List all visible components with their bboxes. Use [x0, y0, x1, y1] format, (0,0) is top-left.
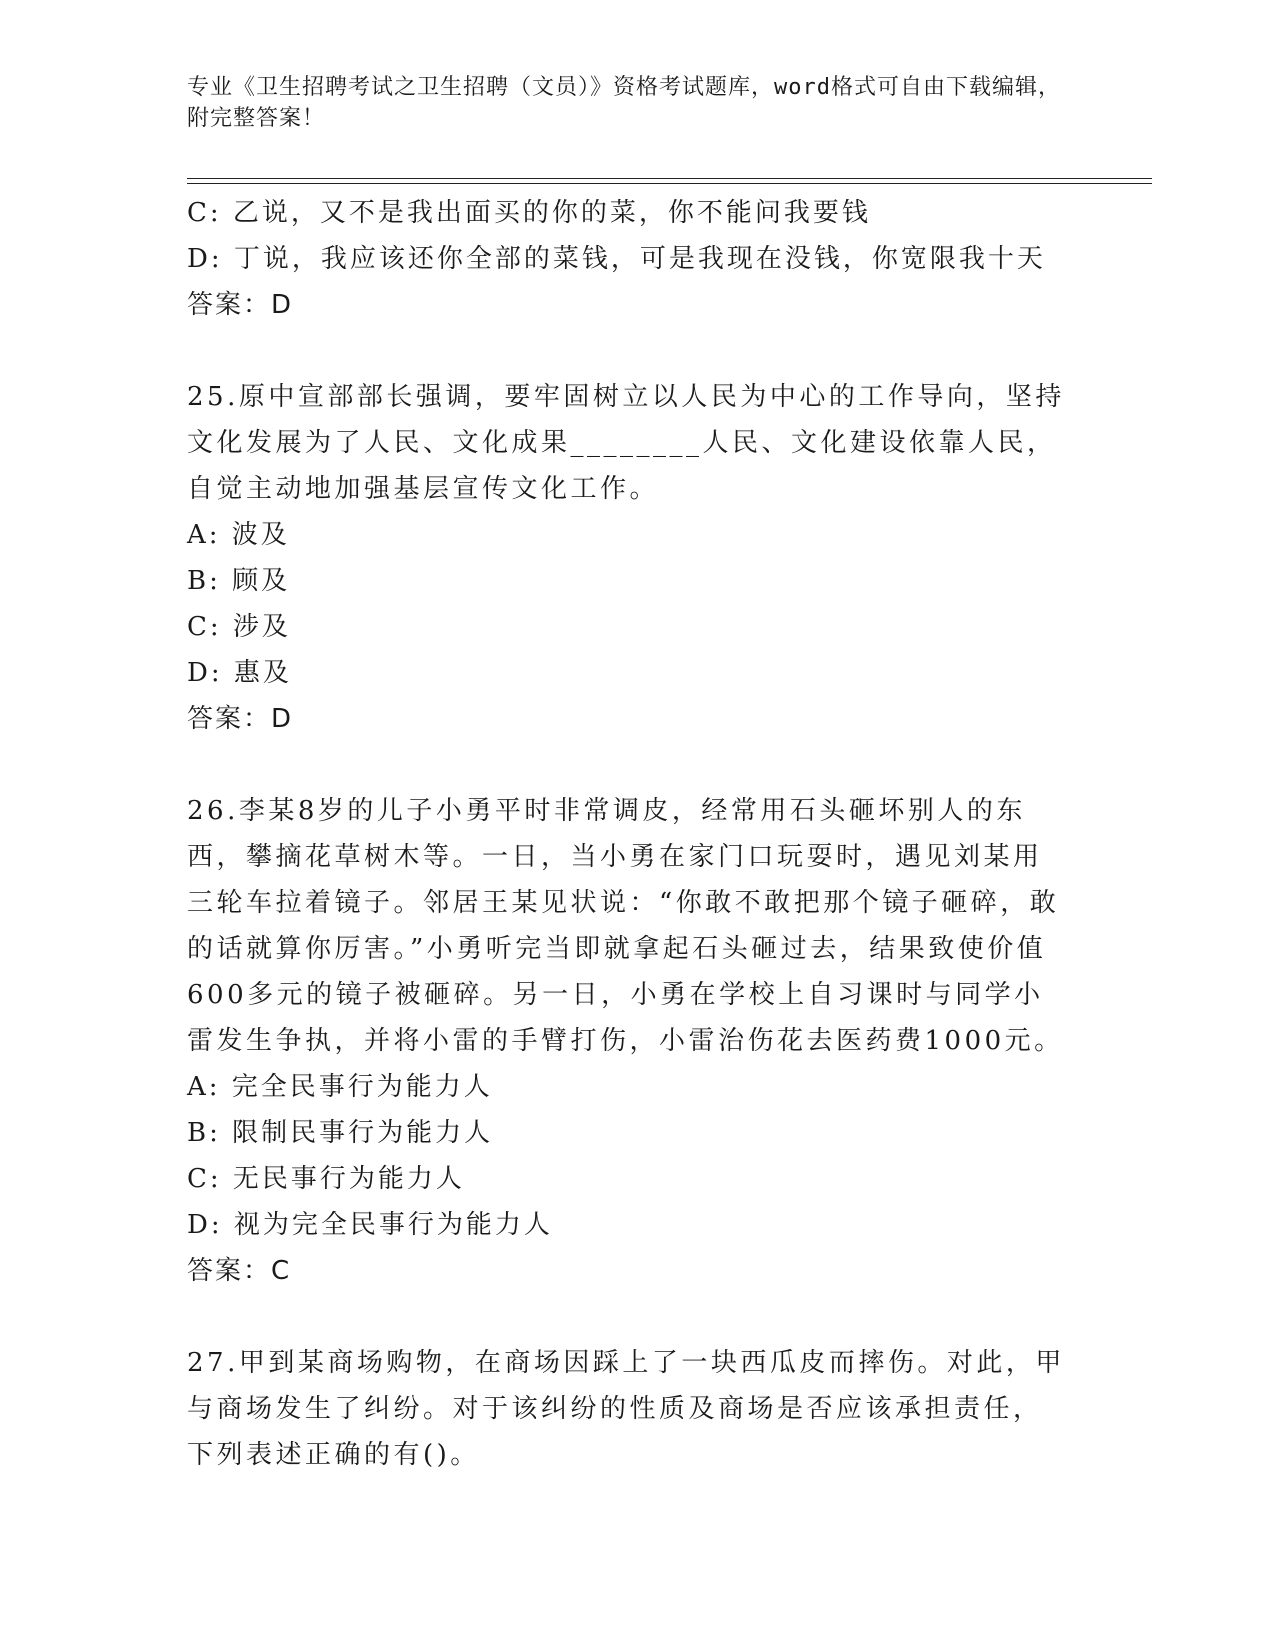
answer-line: 答案：D — [187, 704, 294, 734]
answer-line: 答案：D — [187, 290, 294, 320]
question-text: 26.李某8岁的儿子小勇平时非常调皮，经常用石头砸坏别人的东西，攀摘花草树木等。一日，当小勇在家门口玩耍时，遇见刘某用三轮车拉着镜子。邻居王某见状说：“你敢不敢把那个镜子砸碎，敢的话就算你厉害。”小勇听完当即就拿起石头砸过去，结果致使价值600多元的镜子被砸碎。另一日，小勇在学校上自习课时与同学小雷发生争执，并将小雷的手臂打伤，小雷治伤花去医药费1000元。 — [187, 796, 1064, 1056]
prev-question — [187, 190, 1087, 328]
option-c: C: 涉及 — [187, 612, 291, 642]
header-divider-bottom — [187, 183, 1152, 184]
spacer — [187, 742, 1087, 788]
option-c: C: 乙说，又不是我出面买的你的菜，你不能问我要钱 — [187, 198, 871, 228]
option-a: A: 波及 — [187, 520, 290, 550]
spacer — [187, 1294, 1087, 1340]
option-d: D: 惠及 — [187, 658, 292, 688]
option-d: D: 丁说，我应该还你全部的菜钱，可是我现在没钱，你宽限我十天 — [187, 244, 1046, 274]
question-26 — [187, 788, 1087, 1294]
question-27 — [187, 1340, 1087, 1478]
option-b: B: 顾及 — [187, 566, 291, 596]
answer-line: 答案：C — [187, 1256, 292, 1286]
question-content — [187, 190, 1087, 1478]
question-25 — [187, 374, 1087, 742]
document-header: 专业《卫生招聘考试之卫生招聘（文员）》资格考试题库，word格式可自由下载编辑，附完整答案！ — [187, 75, 1061, 131]
option-b: B: 限制民事行为能力人 — [187, 1118, 494, 1148]
option-d: D: 视为完全民事行为能力人 — [187, 1210, 553, 1240]
spacer — [187, 328, 1087, 374]
question-text: 27.甲到某商场购物，在商场因踩上了一块西瓜皮而摔伤。对此，甲与商场发生了纠纷。对于该纠纷的性质及商场是否应该承担责任，下列表述正确的有()。 — [187, 1348, 1065, 1470]
option-c: C: 无民事行为能力人 — [187, 1164, 465, 1194]
option-a: A: 完全民事行为能力人 — [187, 1072, 493, 1102]
header-divider-top — [187, 178, 1152, 179]
question-text: 25.原中宣部部长强调，要牢固树立以人民为中心的工作导向，坚持文化发展为了人民、文化成果________人民、文化建设依靠人民，自觉主动地加强基层宣传文化工作。 — [187, 382, 1065, 504]
